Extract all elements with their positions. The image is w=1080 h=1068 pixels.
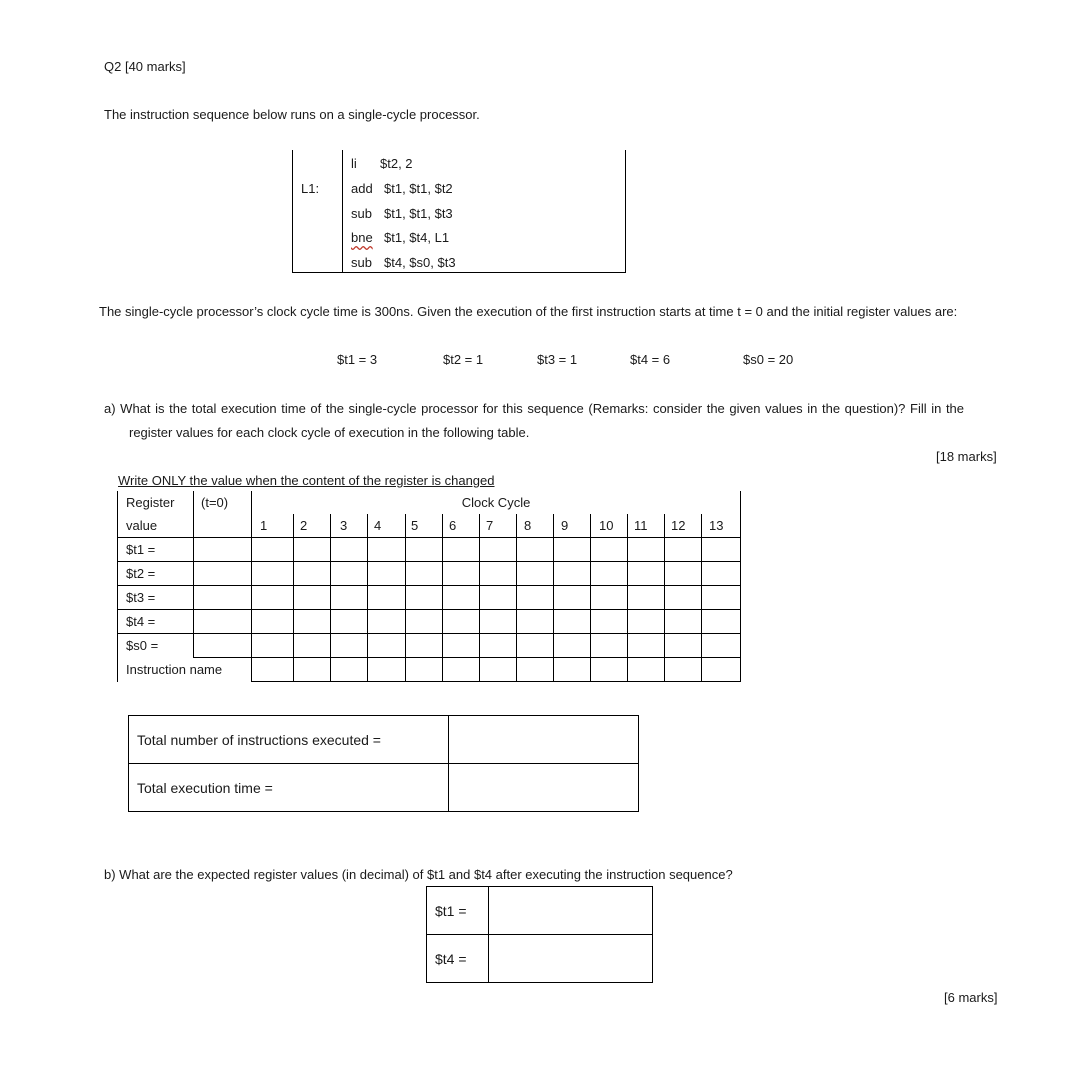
code-operands: $t1, $t1, $t3 [384, 206, 453, 221]
cycle-number: 5 [406, 514, 443, 538]
answer-cell[interactable] [331, 658, 368, 682]
register-label: $s0 = [118, 634, 194, 658]
intro-text: The instruction sequence below runs on a single-cycle processor. [104, 107, 480, 122]
answer-cell[interactable] [665, 658, 702, 682]
cycle-number-row [118, 514, 741, 538]
table-row [118, 658, 741, 682]
answer-cell[interactable] [406, 658, 443, 682]
answer-cell[interactable] [517, 538, 554, 562]
answer-cell[interactable] [480, 658, 517, 682]
initial-register: $s0 = 20 [743, 352, 794, 367]
answer-cell[interactable] [517, 610, 554, 634]
code-operands: $t1, $t4, L1 [384, 230, 450, 245]
final-answer-cell[interactable] [489, 887, 653, 935]
table-instruction-note: Write ONLY the value when the content of the register is changed [118, 473, 495, 488]
answer-cell[interactable] [194, 562, 252, 586]
code-opcode: bne [351, 230, 373, 245]
answer-cell[interactable] [665, 610, 702, 634]
answer-cell[interactable] [554, 562, 591, 586]
initial-register: $t2 = 1 [443, 352, 484, 367]
register-label: $t2 = [118, 562, 194, 586]
total-time-label: Total execution time = [129, 764, 449, 812]
code-operands: $t2, 2 [380, 156, 413, 171]
code-line [292, 150, 626, 174]
clock-statement: The single-cycle processor’s clock cycle time is 300ns. Given the execution of the first instruction starts at time t = 0 and the initial register values are: [99, 304, 958, 319]
cycle-number: 2 [294, 514, 331, 538]
total-instructions-answer[interactable] [449, 716, 639, 764]
answer-cell[interactable] [194, 634, 252, 658]
answer-cell[interactable] [554, 658, 591, 682]
code-opcode: sub [351, 206, 372, 221]
answer-cell[interactable] [443, 610, 480, 634]
header-t0: (t=0) [194, 491, 252, 514]
clock-cycle-table [117, 491, 741, 682]
cycle-number: 7 [480, 514, 517, 538]
table-row [118, 562, 741, 586]
answer-cell[interactable] [628, 634, 665, 658]
answer-cell[interactable] [294, 610, 331, 634]
answer-cell[interactable] [702, 538, 741, 562]
answer-cell[interactable] [591, 586, 628, 610]
register-label: $t4 = [118, 610, 194, 634]
answer-cell[interactable] [480, 610, 517, 634]
final-answer-cell[interactable] [489, 935, 653, 983]
answer-cell[interactable] [665, 586, 702, 610]
answer-cell[interactable] [702, 658, 741, 682]
answer-cell[interactable] [702, 562, 741, 586]
final-values-table [426, 886, 653, 983]
answer-cell[interactable] [294, 634, 331, 658]
code-opcode: add [351, 181, 373, 196]
register-label: $t3 = [118, 586, 194, 610]
answer-cell[interactable] [252, 658, 294, 682]
header-clock-cycle: Clock Cycle [252, 491, 741, 514]
answer-cell[interactable] [665, 634, 702, 658]
part-a-question-line1: a) What is the total execution time of the single-cycle processor for this sequence (Remarks: consider the given values in the question)? Fill in the [104, 401, 965, 416]
initial-register: $t1 = 3 [337, 352, 378, 367]
answer-cell[interactable] [331, 562, 368, 586]
answer-cell[interactable] [406, 562, 443, 586]
answer-cell[interactable] [591, 658, 628, 682]
answer-cell[interactable] [443, 562, 480, 586]
table-row [427, 887, 653, 935]
cycle-number: 11 [628, 514, 665, 538]
initial-register: $t4 = 6 [630, 352, 671, 367]
answer-cell[interactable] [443, 586, 480, 610]
answer-cell[interactable] [406, 586, 443, 610]
answer-cell[interactable] [517, 634, 554, 658]
answer-cell[interactable] [294, 586, 331, 610]
answer-cell[interactable] [628, 610, 665, 634]
cycle-number: 4 [368, 514, 406, 538]
answer-cell[interactable] [628, 562, 665, 586]
answer-cell[interactable] [368, 538, 406, 562]
answer-cell[interactable] [554, 610, 591, 634]
answer-cell[interactable] [665, 538, 702, 562]
code-operands: $t4, $s0, $t3 [384, 255, 456, 270]
answer-cell[interactable] [252, 562, 294, 586]
code-opcode: li [351, 156, 357, 171]
answer-cell[interactable] [443, 658, 480, 682]
part-b-question: b) What are the expected register values (in decimal) of $t1 and $t4 after executing the instruction sequence? [104, 867, 733, 882]
answer-cell[interactable] [554, 634, 591, 658]
register-label: $t1 = [118, 538, 194, 562]
answer-cell[interactable] [665, 562, 702, 586]
part-b-marks: [6 marks] [944, 990, 998, 1005]
answer-cell[interactable] [554, 586, 591, 610]
header-value: value [118, 514, 194, 538]
total-instructions-label: Total number of instructions executed = [129, 716, 449, 764]
answer-cell[interactable] [480, 634, 517, 658]
cycle-number: 12 [665, 514, 702, 538]
answer-cell[interactable] [368, 634, 406, 658]
answer-cell[interactable] [628, 658, 665, 682]
table-row [118, 634, 741, 658]
answer-cell[interactable] [591, 610, 628, 634]
final-register-label: $t1 = [427, 887, 489, 935]
code-line [292, 224, 626, 248]
code-line [292, 249, 626, 273]
instruction-name-label: Instruction name [118, 658, 252, 682]
cycle-number: 6 [443, 514, 480, 538]
initial-register: $t3 = 1 [537, 352, 578, 367]
code-opcode: sub [351, 255, 372, 270]
answer-cell[interactable] [517, 586, 554, 610]
answer-cell[interactable] [591, 538, 628, 562]
answer-cell[interactable] [252, 610, 294, 634]
table-row [427, 935, 653, 983]
table-row [129, 716, 639, 764]
answer-cell[interactable] [443, 634, 480, 658]
answer-cell[interactable] [331, 610, 368, 634]
answer-cell[interactable] [443, 538, 480, 562]
answer-cell[interactable] [406, 538, 443, 562]
code-line [292, 200, 626, 224]
cycle-number: 9 [554, 514, 591, 538]
code-label: L1: [301, 181, 320, 196]
answer-cell[interactable] [252, 538, 294, 562]
answer-cell[interactable] [331, 634, 368, 658]
answer-cell[interactable] [194, 610, 252, 634]
answer-cell[interactable] [252, 586, 294, 610]
answer-cell[interactable] [628, 538, 665, 562]
cycle-number: 10 [591, 514, 628, 538]
answer-cell[interactable] [591, 562, 628, 586]
question-heading: Q2 [40 marks] [104, 59, 186, 74]
part-a-marks: [18 marks] [936, 449, 997, 464]
total-time-answer[interactable] [449, 764, 639, 812]
answer-cell[interactable] [331, 538, 368, 562]
answer-cell[interactable] [194, 538, 252, 562]
answer-cell[interactable] [554, 538, 591, 562]
answer-cell[interactable] [368, 658, 406, 682]
answer-cell[interactable] [591, 634, 628, 658]
part-a-question-line2: register values for each clock cycle of execution in the following table. [129, 425, 530, 440]
code-line [292, 175, 626, 199]
answer-cell[interactable] [702, 634, 741, 658]
instruction-sequence [292, 150, 626, 273]
table-row [129, 764, 639, 812]
table-row [118, 538, 741, 562]
answer-cell[interactable] [294, 562, 331, 586]
answer-cell[interactable] [294, 538, 331, 562]
cycle-number: 8 [517, 514, 554, 538]
table-row [118, 586, 741, 610]
answer-cell[interactable] [480, 586, 517, 610]
answer-cell[interactable] [702, 610, 741, 634]
answer-cell[interactable] [294, 658, 331, 682]
answer-cell[interactable] [252, 634, 294, 658]
answer-cell[interactable] [480, 562, 517, 586]
code-operands: $t1, $t1, $t2 [384, 181, 453, 196]
table-row [118, 610, 741, 634]
answer-cell[interactable] [406, 634, 443, 658]
header-row [118, 491, 741, 514]
answer-cell[interactable] [628, 586, 665, 610]
answer-cell[interactable] [368, 562, 406, 586]
answer-cell[interactable] [194, 586, 252, 610]
totals-table [128, 715, 639, 812]
answer-cell[interactable] [368, 586, 406, 610]
answer-cell[interactable] [517, 562, 554, 586]
answer-cell[interactable] [368, 610, 406, 634]
header-register: Register [118, 491, 194, 514]
cycle-number: 3 [331, 514, 368, 538]
answer-cell[interactable] [702, 586, 741, 610]
final-register-label: $t4 = [427, 935, 489, 983]
answer-cell[interactable] [406, 610, 443, 634]
answer-cell[interactable] [517, 658, 554, 682]
cycle-number: 1 [252, 514, 294, 538]
answer-cell[interactable] [331, 586, 368, 610]
answer-cell[interactable] [480, 538, 517, 562]
cycle-number: 13 [702, 514, 741, 538]
